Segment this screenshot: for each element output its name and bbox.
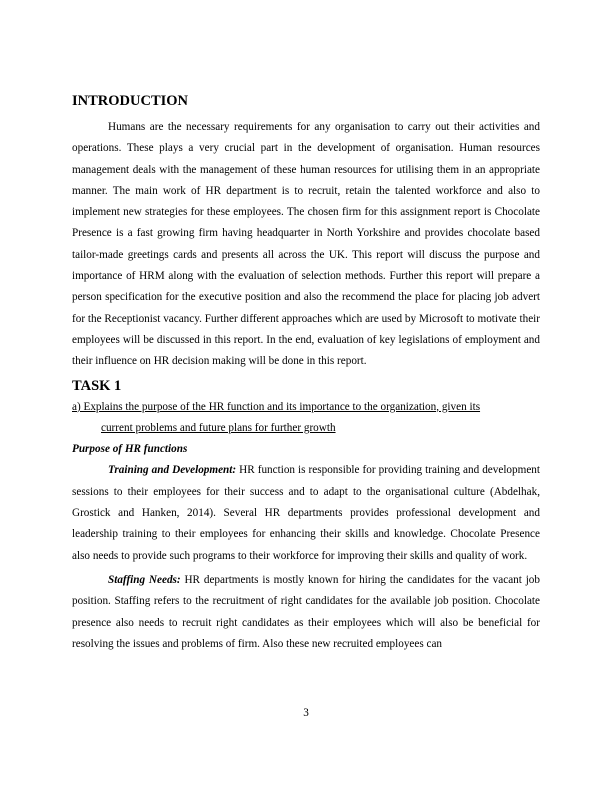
page-number: 3 (303, 707, 309, 719)
staffing-text: HR departments is mostly known for hiring the candidates for the vacant job position. Staffing refers to the recruitment of right candidates for the available job position. Chocolate presence also needs to recruit right candidates as their employees which will also be beneficial for resolving the issues and problems of firm. Also these new recruited employees can (72, 573, 540, 650)
task-1-heading: TASK 1 (72, 377, 122, 394)
purpose-subheading: Purpose of HR functions (72, 443, 188, 456)
training-paragraph (72, 460, 540, 566)
task-question-line-2: current problems and future plans for further growth (101, 421, 336, 434)
introduction-paragraph: Humans are the necessary requirements for any organisation to carry out their activities and operations. These plays a very crucial part in the development of organisation. Human resources management deals with the management of these human resources for utilising them in an appropriate manner. The main work of HR department is to recruit, retain the talented workforce and also to implement new strategies for these employees. The chosen firm for this assignment report is Chocolate Presence is a fast growing firm having headquarter in North Yorkshire and provides chocolate based tailor-made greetings cards and presents all across the UK. This report will discuss the purpose and importance of HRM along with the evaluation of selection methods. Further this report will prepare a person specification for the executive position and also the recommend the place for placing job advert for the Receptionist vacancy. Further different approaches which are used by Microsoft to motivate their employees will be discussed in this report. In the end, evaluation of key legislations of employment and their influence on HR decision making will be done in this report. (72, 121, 540, 368)
training-text: HR function is responsible for providing training and development sessions to their employees for their success and to adapt to the organisational culture (Abdelhak, Grostick and Hanken, 2014). Several HR departments provides professional development and leadership training to their employees for enhancing their skills and knowledge. Chocolate Presence also needs to provide such programs to their workforce for improving their skills and quality of work. (72, 464, 540, 562)
training-lead: Training and Development: (108, 464, 237, 477)
task-question-line-1: a) Explains the purpose of the HR function and its importance to the organization, given its (72, 400, 481, 413)
introduction-heading: INTRODUCTION (72, 93, 189, 109)
page-body (72, 91, 540, 655)
task-question (72, 397, 540, 440)
staffing-lead: Staffing Needs: (108, 573, 181, 586)
staffing-paragraph (72, 570, 540, 655)
